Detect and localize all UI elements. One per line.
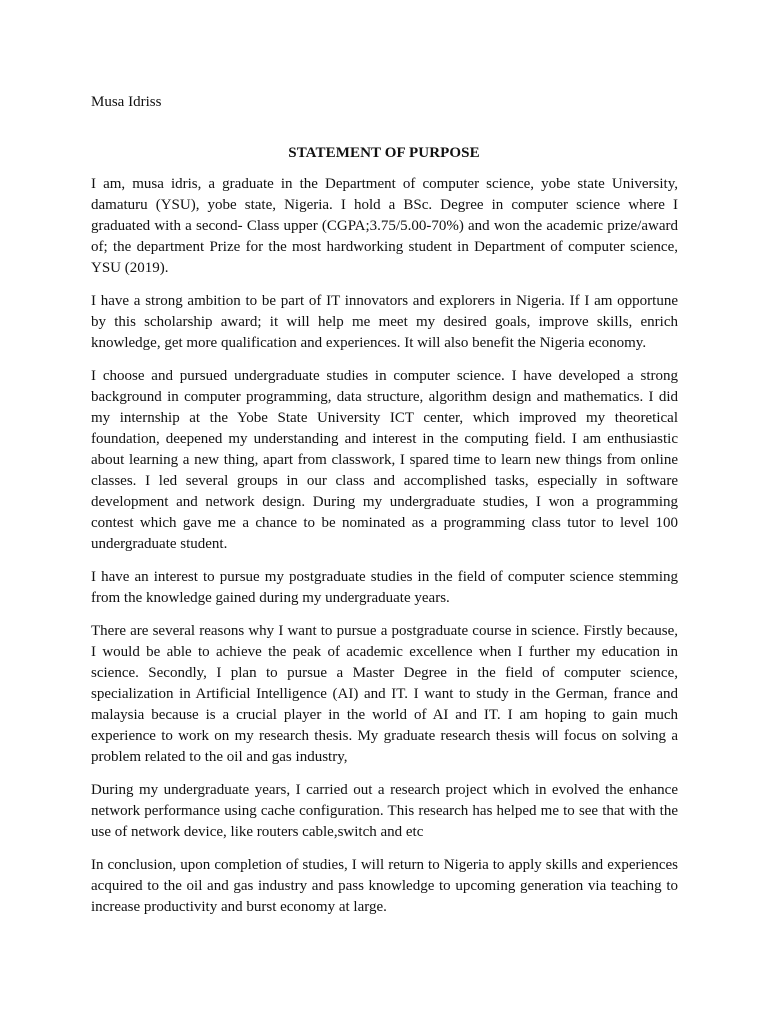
paragraph-conclusion: In conclusion, upon completion of studies, I will return to Nigeria to apply skills and experiences acquired to the oil and gas industry and pass knowledge to upcoming generation via teaching to increase productivity and burst economy at large. <box>91 857 678 915</box>
paragraph-reasons: There are several reasons why I want to pursue a postgraduate course in science. Firstly because, I would be able to achieve the peak of academic excellence when I further my education in science. Secondly, I plan to pursue a Master Degree in the field of computer science, specialization in Artificial Intelligence (AI) and IT. I want to study in the German, france and malaysia because is a crucial player in the world of AI and IT. I am hoping to gain much experience to work on my research thesis. My graduate research thesis will focus on solving a problem related to the oil and gas industry, <box>91 623 678 765</box>
author-name: Musa Idriss <box>91 94 162 110</box>
document-title: STATEMENT OF PURPOSE <box>288 145 480 161</box>
paragraph-background: I choose and pursued undergraduate studies in computer science. I have developed a strong background in computer programming, data structure, algorithm design and mathematics. I did my internship at the Yobe State University ICT center, which improved my theoretical foundation, deepened my understanding and interest in the computing field. I am enthusiastic about learning a new thing, apart from classwork, I spared time to learn new things from online classes. I led several groups in our class and accomplished tasks, especially in software development and network design. During my undergraduate studies, I won a programming contest which gave me a chance to be nominated as a programming class tutor to level 100 undergraduate student. <box>91 368 678 552</box>
paragraph-interest: I have an interest to pursue my postgraduate studies in the field of computer science stemming from the knowledge gained during my undergraduate years. <box>91 569 678 606</box>
paragraph-introduction: I am, musa idris, a graduate in the Department of computer science, yobe state University, damaturu (YSU), yobe state, Nigeria. I hold a BSc. Degree in computer science where I graduated with a second- Class upper (CGPA;3.75/5.00-70%) and won the academic prize/award of; the department Prize for the most hardworking student in Department of computer science, YSU (2019). <box>91 176 678 276</box>
document-body <box>91 174 678 930</box>
paragraph-ambition: I have a strong ambition to be part of IT innovators and explorers in Nigeria. If I am opportune by this scholarship award; it will help me meet my desired goals, improve skills, enrich knowledge, get more qualification and experiences. It will also benefit the Nigeria economy. <box>91 293 678 351</box>
paragraph-research: During my undergraduate years, I carried out a research project which in evolved the enhance network performance using cache configuration. This research has helped me to see that with the use of network device, like routers cable,switch and etc <box>91 782 678 840</box>
